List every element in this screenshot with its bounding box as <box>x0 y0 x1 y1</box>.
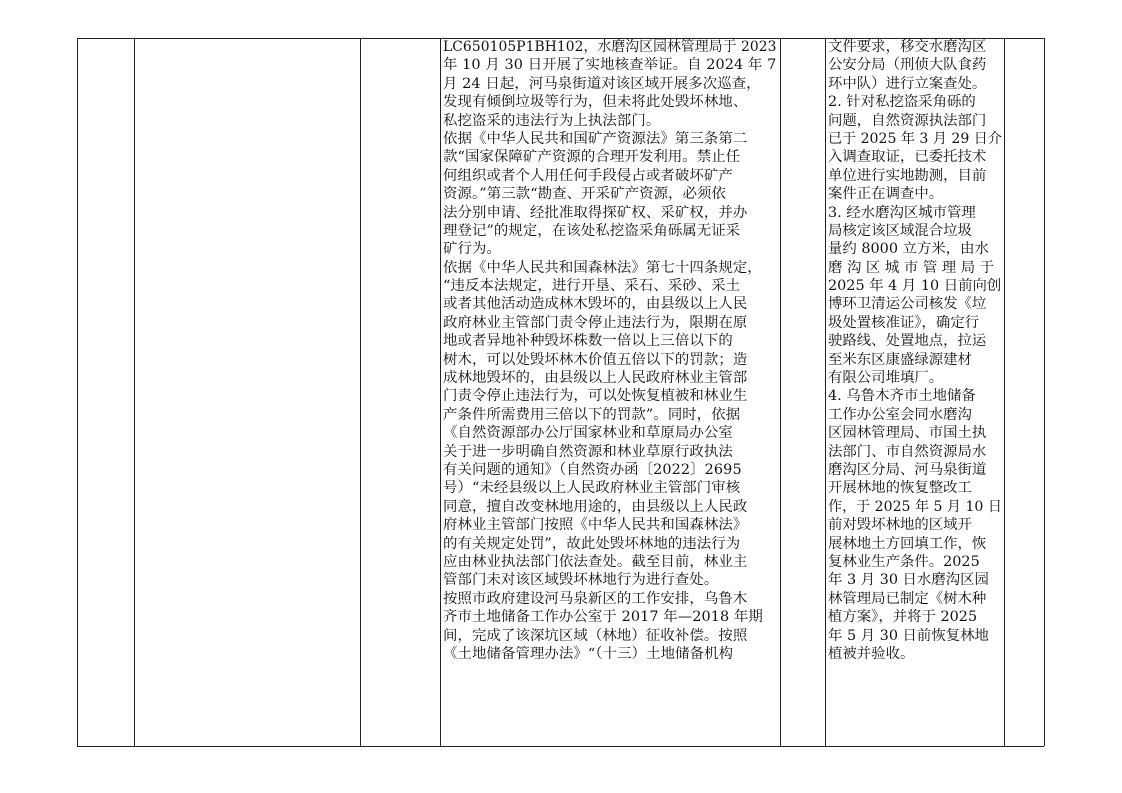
column-border <box>825 38 826 746</box>
rectification-measures-text <box>828 38 1004 663</box>
text-line: 的有关规定处罚”，故此处毁坏林地的违法行为 <box>443 535 741 552</box>
text-line: 间，完成了该深坑区域（林地）征收补偿。按照 <box>443 627 748 644</box>
text-line: 林管理局已制定《树木种 <box>828 590 987 607</box>
text-line: 有关问题的通知》（自然资办函〔2022〕2695 <box>443 461 742 478</box>
text-line: 文件要求，移交水磨沟区 <box>828 39 987 55</box>
text-line: 植被并验收。 <box>828 645 915 662</box>
column-border <box>1044 38 1045 746</box>
text-line: LC650105P1BH102，水磨沟区园林管理局于 2023 <box>443 39 777 55</box>
cell-problem-description <box>443 38 777 746</box>
text-line: 按照市政府建设河马泉新区的工作安排，乌鲁木 <box>443 590 748 607</box>
table-bottom-border <box>77 746 1044 747</box>
text-line: 依据《中华人民共和国森林法》第七十四条规定， <box>443 259 762 276</box>
text-line: 博环卫清运公司核发《垃 <box>828 296 987 313</box>
text-line: 发现有倾倒垃圾等行为，但未将此处毁坏林地、 <box>443 94 748 111</box>
text-line: 入调查取证，已委托技术 <box>828 149 987 166</box>
text-line: 工作办公室会同水磨沟 <box>828 406 972 423</box>
text-line: 应由林业执法部门依法查处。截至目前，林业主 <box>443 553 748 570</box>
text-line: 环中队）进行立案查处。 <box>828 75 987 92</box>
text-line: 圾处置核准证》，确定行 <box>828 314 980 331</box>
text-line: 至米东区康盛绿源建材 <box>828 351 972 368</box>
text-line: 有限公司堆填厂。 <box>828 370 944 387</box>
text-line: 磨 沟 区 城 市 管 理 局 于 <box>828 259 995 276</box>
text-line: 《自然资源部办公厅国家林业和草原局办公室 <box>443 425 733 442</box>
text-line: “违反本法规定，进行开垦、采石、采砂、采土 <box>443 278 741 295</box>
text-line: 前对毁坏林地的区域开 <box>828 517 972 534</box>
text-line: 款“国家保障矿产资源的合理开发利用。禁止任 <box>443 149 741 166</box>
text-line: 地或者异地补种毁坏株数一倍以上三倍以下的 <box>443 333 733 350</box>
text-line: 产条件所需费用三倍以下的罚款”。同时，依据 <box>443 406 741 423</box>
text-line: 私挖盗采的违法行为上执法部门。 <box>443 112 661 129</box>
text-line: 量约 8000 立方米，由水 <box>828 241 989 258</box>
text-line: 案件正在调查中。 <box>828 186 944 203</box>
cell-status <box>781 38 825 746</box>
text-line: 门责令停止违法行为，可以处恢复植被和林业生 <box>443 388 748 405</box>
text-line: 年 10 月 30 日开展了实地核查举证。自 2024 年 7 <box>443 57 777 74</box>
text-line: 问题，自然资源执法部门 <box>828 112 987 129</box>
text-line: 政府林业主管部门责令停止违法行为，限期在原 <box>443 314 748 331</box>
cell-category <box>135 38 360 746</box>
text-line: 管部门未对该区域毁坏林地行为进行查处。 <box>443 572 719 589</box>
column-border <box>440 38 441 746</box>
text-line: 局核定该区域混合垃圾 <box>828 222 972 239</box>
text-line: 号）“未经县级以上人民政府林业主管部门审核 <box>443 480 741 497</box>
text-line: 树木，可以处毁坏林木价值五倍以下的罚款；造 <box>443 351 748 368</box>
cell-index <box>78 38 134 746</box>
text-line: 同意，擅自改变林地用途的，由县级以上人民政 <box>443 498 748 515</box>
text-line: 府林业主管部门按照《中华人民共和国森林法》 <box>443 517 748 534</box>
text-line: 或者其他活动造成林木毁坏的，由县级以上人民 <box>443 296 748 313</box>
text-line: 法部门、市自然资源局水 <box>828 443 987 460</box>
text-line: 何组织或者个人用任何手段侵占或者破坏矿产 <box>443 167 733 184</box>
text-line: 法分别申请、经批准取得探矿权、采矿权，并办 <box>443 204 748 221</box>
text-line: 齐市土地储备工作办公室于 2017 年—2018 年期 <box>443 609 763 626</box>
cell-rectification-measures <box>828 38 1004 746</box>
text-line: 《土地储备管理办法》“（十三）土地储备机构 <box>443 645 734 662</box>
text-line: 4. 乌鲁木齐市土地储备 <box>828 388 976 405</box>
text-line: 开展林地的恢复整改工 <box>828 480 972 497</box>
text-line: 驶路线、处置地点，拉运 <box>828 333 987 350</box>
text-line: 矿行为。 <box>443 241 501 258</box>
text-line: 已于 2025 年 3 月 29 日介 <box>828 130 1002 147</box>
text-line: 成林地毁坏的，由县级以上人民政府林业主管部 <box>443 370 748 387</box>
text-line: 植方案》，并将于 2025 <box>828 609 978 626</box>
text-line: 依据《中华人民共和国矿产资源法》第三条第二 <box>443 130 748 147</box>
text-line: 年 3 月 30 日水磨沟区园 <box>828 572 989 589</box>
text-line: 资源。”第三款“勘查、开采矿产资源，必须依 <box>443 186 727 203</box>
text-line: 作，于 2025 年 5 月 10 日 <box>828 498 1002 515</box>
text-line: 公安分局（刑侦大队食药 <box>828 57 987 74</box>
text-line: 2025 年 4 月 10 日前向创 <box>828 278 1002 295</box>
problem-description-text <box>443 38 777 663</box>
text-line: 3. 经水磨沟区城市管理 <box>828 204 976 221</box>
text-line: 月 24 日起，河马泉街道对该区域开展多次巡查， <box>443 75 761 92</box>
text-line: 展林地土方回填工作，恢 <box>828 535 987 552</box>
text-line: 关于进一步明确自然资源和林业草原行政执法 <box>443 443 733 460</box>
text-line: 磨沟区分局、河马泉街道 <box>828 461 987 478</box>
text-line: 区园林管理局、市国土执 <box>828 425 987 442</box>
text-line: 理登记”的规定，在该处私挖盗采角砾属无证采 <box>443 222 741 239</box>
text-line: 年 5 月 30 日前恢复林地 <box>828 627 989 644</box>
text-line: 2. 针对私挖盗采角砾的 <box>828 94 976 111</box>
text-line: 复林业生产条件。2025 <box>828 553 980 570</box>
cell-remark <box>1005 38 1044 746</box>
cell-region <box>361 38 440 746</box>
text-line: 单位进行实地勘测，目前 <box>828 167 987 184</box>
